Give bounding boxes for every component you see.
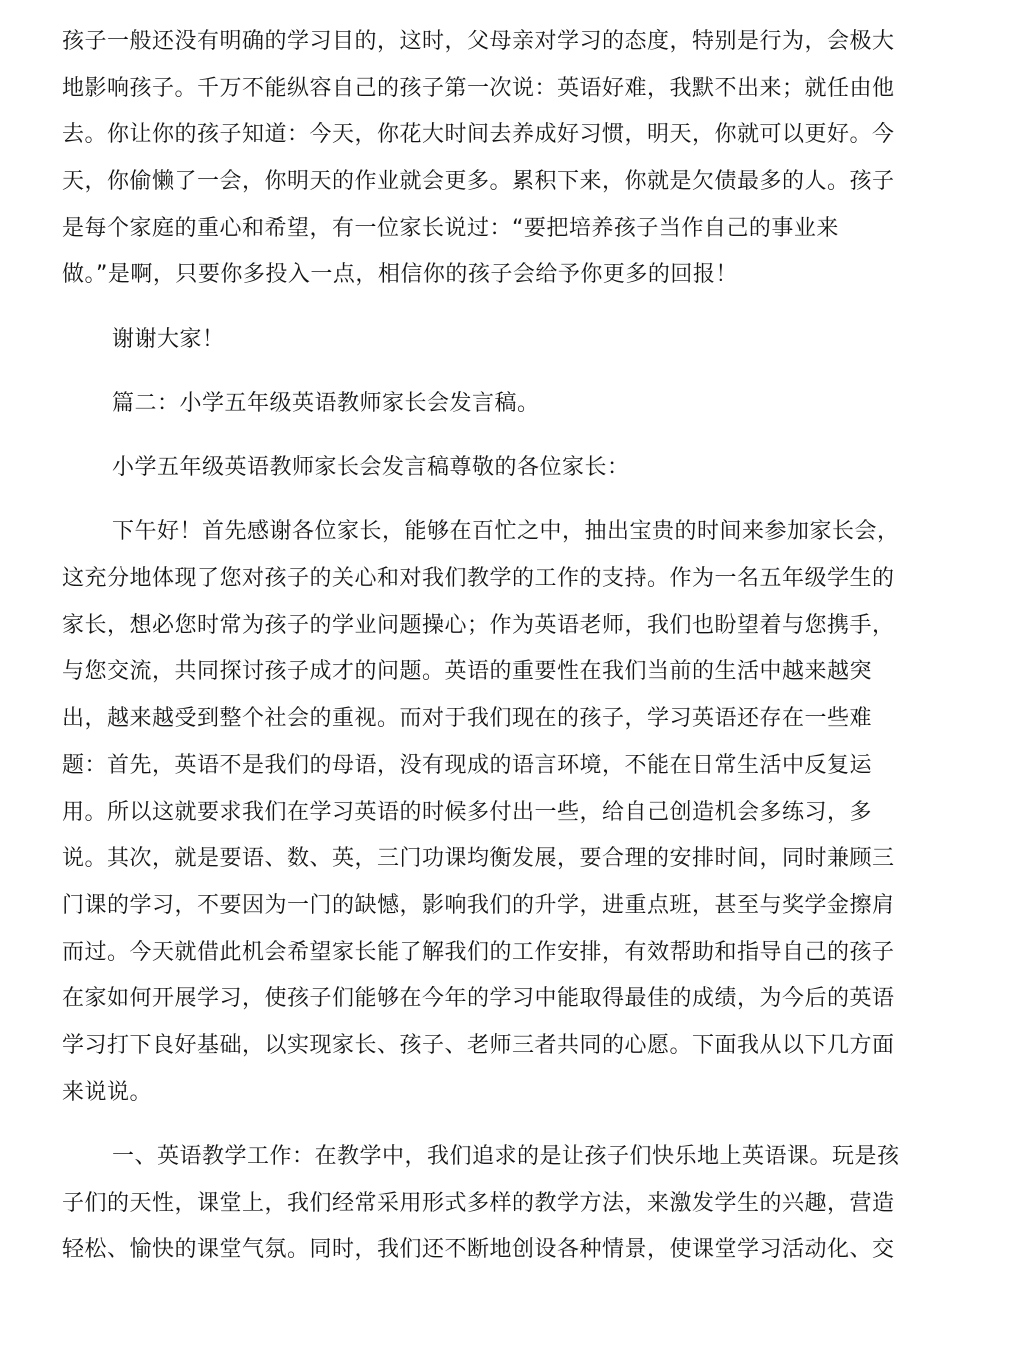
paragraph-1-line: 去。你让你的孩子知道：今天，你花大时间去养成好习惯，明天，你就可以更好。今 [62, 122, 895, 147]
paragraph-1-line: 地影响孩子。千万不能纵容自己的孩子第一次说：英语好难，我默不出来；就任由他 [62, 76, 895, 101]
paragraph-2-line: 门课的学习，不要因为一门的缺憾，影响我们的升学，进重点班，甚至与奖学金擦肩 [62, 893, 895, 918]
paragraph-2-line: 题：首先，英语不是我们的母语，没有现成的语言环境，不能在日常生活中反复运 [62, 753, 873, 778]
paragraph-1-line: 是每个家庭的重心和希望，有一位家长说过：“要把培养孩子当作自己的事业来 [62, 216, 839, 241]
paragraph-2-line: 与您交流，共同探讨孩子成才的问题。英语的重要性在我们当前的生活中越来越突 [62, 659, 873, 684]
paragraph-3-line: 子们的天性，课堂上，我们经常采用形式多样的教学方法，来激发学生的兴趣，营造 [62, 1191, 895, 1216]
paragraph-2-line: 说。其次，就是要语、数、英，三门功课均衡发展，要合理的安排时间，同时兼顾三 [62, 846, 895, 871]
paragraph-2-line: 家长，想必您时常为孩子的学业问题操心；作为英语老师，我们也盼望着与您携手， [62, 613, 895, 638]
paragraph-1-line: 做。”是啊，只要你多投入一点，相信你的孩子会给予你更多的回报！ [62, 262, 738, 287]
paragraph-2-line: 出，越来越受到整个社会的重视。而对于我们现在的孩子，学习英语还存在一些难 [62, 706, 873, 731]
paragraph-2-line: 下午好！首先感谢各位家长，能够在百忙之中，抽出宝贵的时间来参加家长会， [112, 519, 900, 544]
paragraph-2-line: 而过。今天就借此机会希望家长能了解我们的工作安排，有效帮助和指导自己的孩子 [62, 940, 895, 965]
paragraph-3-line: 轻松、愉快的课堂气氛。同时，我们还不断地创设各种情景，使课堂学习活动化、交 [62, 1237, 895, 1262]
greeting-line: 小学五年级英语教师家长会发言稿尊敬的各位家长： [112, 455, 630, 480]
paragraph-2-line: 这充分地体现了您对孩子的关心和对我们教学的工作的支持。作为一名五年级学生的 [62, 566, 895, 591]
section-title: 篇二：小学五年级英语教师家长会发言稿。 [112, 391, 540, 416]
paragraph-2-line: 学习打下良好基础，以实现家长、孩子、老师三者共同的心愿。下面我从以下几方面 [62, 1033, 895, 1058]
paragraph-2-line: 用。所以这就要求我们在学习英语的时候多付出一些，给自己创造机会多练习，多 [62, 800, 873, 825]
paragraph-2-line: 在家如何开展学习，使孩子们能够在今年的学习中能取得最佳的成绩，为今后的英语 [62, 986, 895, 1011]
paragraph-2-line: 来说说。 [62, 1080, 153, 1105]
paragraph-3-line: 一、英语教学工作：在教学中，我们追求的是让孩子们快乐地上英语课。玩是孩 [112, 1144, 900, 1169]
thanks-line: 谢谢大家！ [112, 327, 225, 352]
paragraph-1-line: 孩子一般还没有明确的学习目的，这时，父母亲对学习的态度，特别是行为，会极大 [62, 29, 895, 54]
paragraph-1-line: 天，你偷懒了一会，你明天的作业就会更多。累积下来，你就是欠债最多的人。孩子 [62, 169, 895, 194]
